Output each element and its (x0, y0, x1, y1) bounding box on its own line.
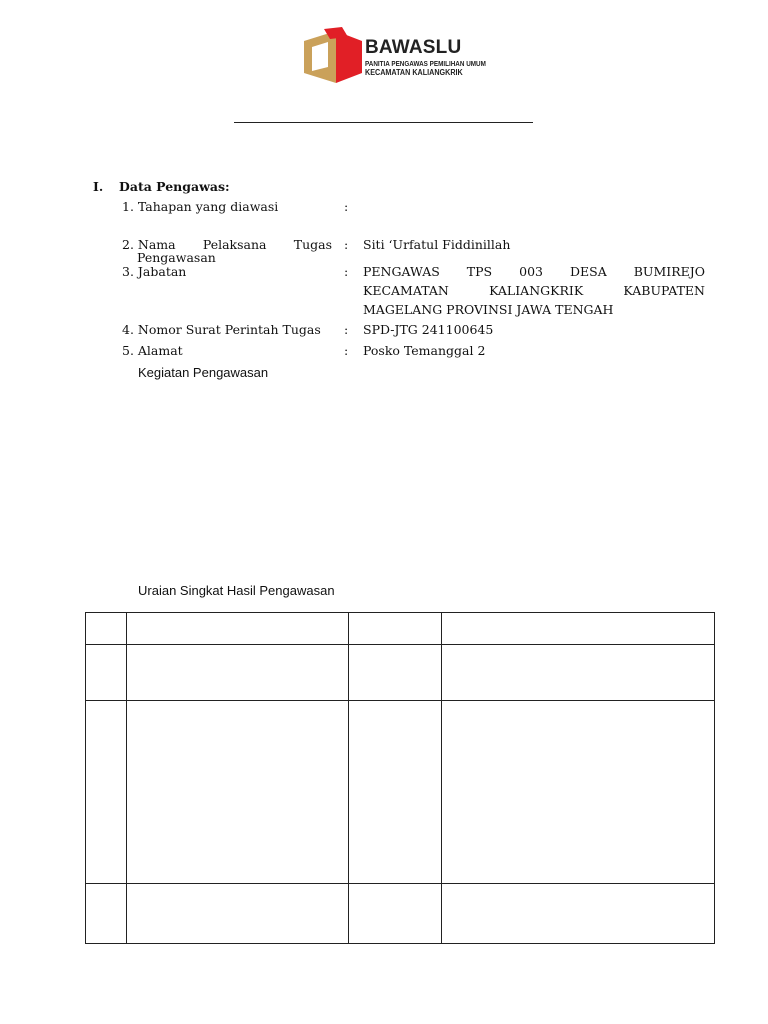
uraian-table (85, 612, 715, 944)
field-colon: : (344, 343, 349, 358)
table-row (86, 645, 715, 701)
table-cell (349, 884, 442, 944)
field-label: 3. Jabatan (122, 264, 187, 279)
field-value: PENGAWAS TPS 003 DESA BUMIREJO (363, 264, 705, 279)
field-label: 4. Nomor Surat Perintah Tugas (122, 322, 321, 337)
label-word: Pelaksana (202, 237, 267, 252)
table-cell (127, 701, 349, 884)
table-row (86, 613, 715, 645)
logo-inner-cutout (312, 42, 328, 71)
brand-name: BAWASLU (365, 37, 462, 58)
field-value: KECAMATAN KALIANGKRIK KABUPATEN (363, 283, 705, 298)
table-cell (442, 884, 715, 944)
title-underline (234, 122, 533, 123)
table-cell (127, 613, 349, 645)
field-colon: : (344, 322, 349, 337)
field-colon: : (344, 264, 349, 279)
table-cell (86, 645, 127, 701)
section-title: Data Pengawas: (119, 179, 230, 194)
table-cell (86, 701, 127, 884)
table-row (86, 884, 715, 944)
table-cell (86, 884, 127, 944)
field-label: 5. Alamat (122, 343, 183, 358)
field-value: MAGELANG PROVINSI JAWA TENGAH (363, 302, 614, 317)
field-value: Posko Temanggal 2 (363, 343, 486, 358)
field-value: SPD-JTG 241100645 (363, 322, 494, 337)
field-colon: : (344, 199, 349, 214)
table-cell (442, 701, 715, 884)
brand-subtitle-2: KECAMATAN KALIANGKRIK (365, 68, 463, 77)
field-colon: : (344, 237, 349, 252)
section-heading (93, 179, 230, 194)
table-cell (442, 645, 715, 701)
logo-red-panel (336, 31, 362, 83)
field-label-continuation: Pengawasan (137, 250, 216, 265)
label-word: Tugas (293, 237, 332, 252)
ballot-box-logo-icon (302, 27, 364, 87)
table-cell (349, 701, 442, 884)
table-cell (86, 613, 127, 645)
section-number: I. (93, 179, 104, 194)
brand-subtitle-1: PANITIA PENGAWAS PEMILIHAN UMUM (365, 59, 486, 68)
table-row (86, 701, 715, 884)
uraian-heading: Uraian Singkat Hasil Pengawasan (138, 583, 335, 598)
table-cell (349, 645, 442, 701)
table-cell (349, 613, 442, 645)
kegiatan-heading: Kegiatan Pengawasan (138, 365, 269, 380)
field-value: Siti ‘Urfatul Fiddinillah (363, 237, 511, 252)
table-cell (127, 884, 349, 944)
table-cell (127, 645, 349, 701)
field-label: 1. Tahapan yang diawasi (122, 199, 279, 214)
table-cell (442, 613, 715, 645)
label-word: 2. Nama (122, 237, 176, 252)
bawaslu-logo (302, 27, 486, 87)
